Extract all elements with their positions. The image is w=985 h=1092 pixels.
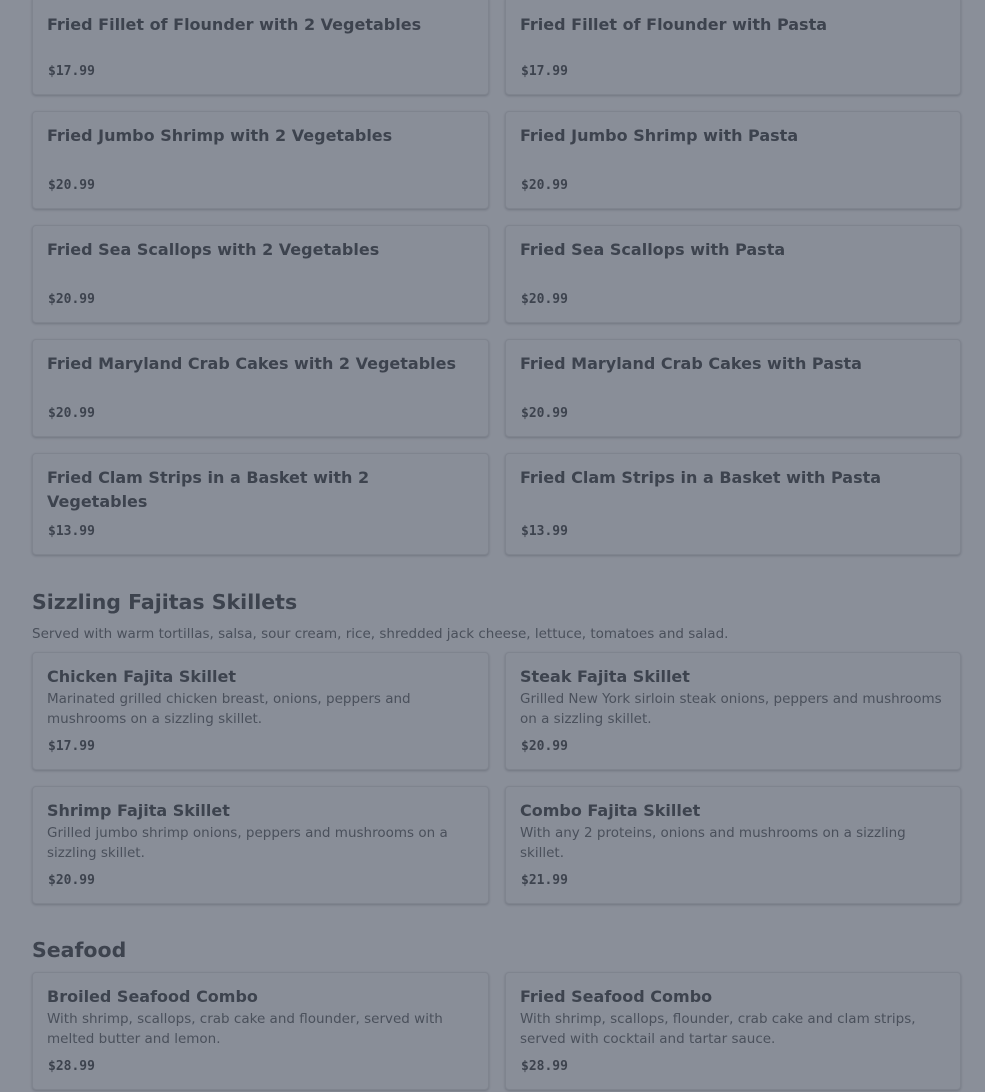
- menu-item-name: Shrimp Fajita Skillet: [47, 801, 230, 820]
- menu-item-card[interactable]: [32, 225, 489, 323]
- menu-item-card[interactable]: [505, 453, 961, 555]
- menu-item-name: Fried Fillet of Flounder with Pasta: [520, 15, 828, 34]
- menu-item-description: With shrimp, scallops, crab cake and flounder, served with melted butter and lemon.: [47, 1011, 443, 1047]
- menu-item-name: Fried Sea Scallops with Pasta: [520, 240, 786, 259]
- menu-item-price: $13.99: [48, 524, 95, 539]
- menu-item-name: Fried Fillet of Flounder with 2 Vegetables: [47, 15, 422, 34]
- menu-item-name: Fried Clam Strips in a Basket with 2 Vegetables: [47, 468, 370, 511]
- menu-item-card[interactable]: [505, 786, 961, 904]
- menu-item-name: Chicken Fajita Skillet: [47, 667, 237, 686]
- seafood-grid: [32, 972, 961, 1090]
- menu-item-card[interactable]: [505, 225, 961, 323]
- menu-item-card[interactable]: [32, 972, 489, 1090]
- menu-item-name: Fried Maryland Crab Cakes with 2 Vegetables: [47, 354, 457, 373]
- menu-item-price: $20.99: [48, 406, 95, 421]
- section-title-fajitas: Sizzling Fajitas Skillets: [32, 590, 298, 614]
- menu-item-name: Fried Jumbo Shrimp with 2 Vegetables: [47, 126, 393, 145]
- menu-item-name: Steak Fajita Skillet: [520, 667, 690, 686]
- menu-item-card[interactable]: [505, 0, 961, 95]
- menu-item-card[interactable]: [505, 652, 961, 770]
- menu-item-name: Broiled Seafood Combo: [47, 987, 258, 1006]
- menu-item-card[interactable]: [32, 339, 489, 437]
- menu-item-name: Fried Sea Scallops with 2 Vegetables: [47, 240, 380, 259]
- menu-item-price: $20.99: [521, 406, 568, 421]
- menu-item-name: Fried Clam Strips in a Basket with Pasta: [520, 468, 882, 487]
- menu-item-description: Grilled New York sirloin steak onions, peppers and mushrooms on a sizzling skillet.: [520, 691, 942, 727]
- menu-item-name: Fried Jumbo Shrimp with Pasta: [520, 126, 799, 145]
- menu-item-card[interactable]: [505, 339, 961, 437]
- menu-items-grid: [32, 0, 961, 555]
- menu-item-card[interactable]: [505, 972, 961, 1090]
- menu-item-name: Combo Fajita Skillet: [520, 801, 701, 820]
- menu-item-price: $20.99: [48, 292, 95, 307]
- menu-item-price: $20.99: [521, 292, 568, 307]
- menu-item-price: $20.99: [48, 178, 95, 193]
- menu-item-description: With any 2 proteins, onions and mushrooms on a sizzling skillet.: [520, 825, 906, 861]
- menu-item-description: With shrimp, scallops, flounder, crab cake and clam strips, served with cocktail and tartar sauce.: [520, 1011, 916, 1047]
- menu-item-price: $28.99: [48, 1059, 95, 1074]
- menu-item-price: $28.99: [521, 1059, 568, 1074]
- menu-item-card[interactable]: [32, 0, 489, 95]
- section-subtitle-fajitas: Served with warm tortillas, salsa, sour cream, rice, shredded jack cheese, lettuce, tomatoes and salad.: [32, 626, 729, 642]
- menu-item-description: Marinated grilled chicken breast, onions, peppers and mushrooms on a sizzling skillet.: [47, 691, 411, 727]
- menu-item-price: $20.99: [48, 873, 95, 888]
- menu-item-card[interactable]: [32, 453, 489, 555]
- menu-item-price: $17.99: [521, 64, 568, 79]
- menu-item-price: $21.99: [521, 873, 568, 888]
- menu-item-name: Fried Maryland Crab Cakes with Pasta: [520, 354, 862, 373]
- menu-item-price: $17.99: [48, 739, 95, 754]
- menu-item-card[interactable]: [32, 786, 489, 904]
- menu-item-price: $13.99: [521, 524, 568, 539]
- menu-item-price: $20.99: [521, 178, 568, 193]
- section-title-seafood: Seafood: [32, 938, 127, 962]
- menu-item-card[interactable]: [505, 111, 961, 209]
- menu-item-price: $17.99: [48, 64, 95, 79]
- fajitas-grid: [32, 652, 961, 904]
- menu-item-card[interactable]: [32, 111, 489, 209]
- menu-item-name: Fried Seafood Combo: [520, 987, 713, 1006]
- menu-item-description: Grilled jumbo shrimp onions, peppers and mushrooms on a sizzling skillet.: [47, 825, 448, 861]
- menu-item-card[interactable]: [32, 652, 489, 770]
- menu-item-price: $20.99: [521, 739, 568, 754]
